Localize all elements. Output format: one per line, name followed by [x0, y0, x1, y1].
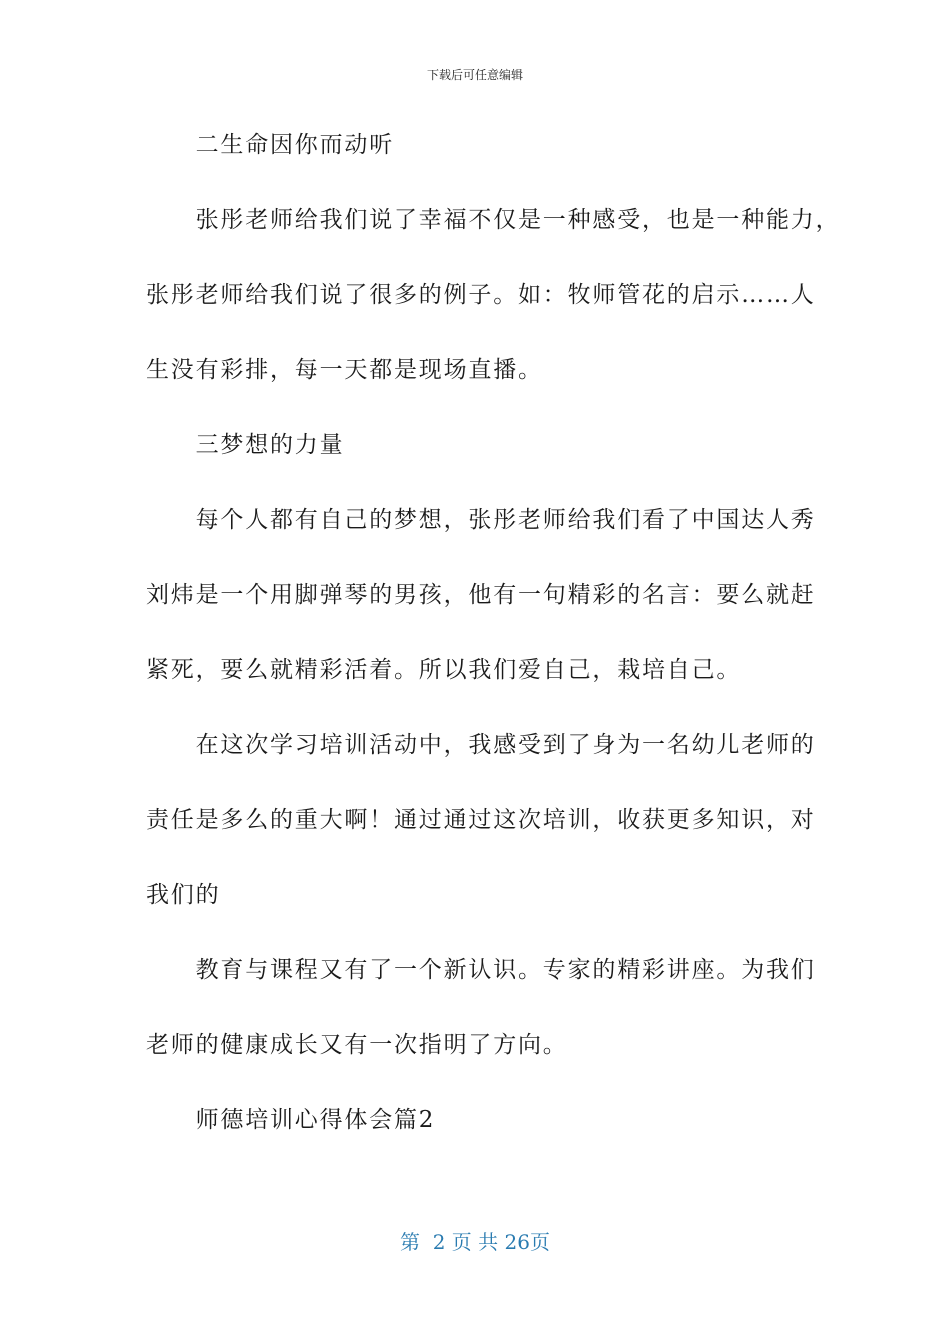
text-line: 三梦想的力量: [146, 432, 345, 458]
text-line: 刘炜是一个用脚弹琴的男孩，他有一句精彩的名言：要么就赶: [146, 582, 816, 608]
text-line: 责任是多么的重大啊！通过通过这次培训，收获更多知识，对: [146, 807, 816, 833]
text-line: 二生命因你而动听: [146, 132, 394, 158]
text-line: 师德培训心得体会篇2: [146, 1107, 436, 1133]
text-line: 生没有彩排，每一天都是现场直播。: [146, 357, 543, 383]
text-line: 张彤老师给我们说了幸福不仅是一种感受，也是一种能力，: [146, 207, 841, 233]
text-line: 在这次学习培训活动中，我感受到了身为一名幼儿老师的: [146, 732, 816, 758]
text-line: 老师的健康成长又有一次指明了方向。: [146, 1032, 568, 1058]
text-line: 每个人都有自己的梦想，张彤老师给我们看了中国达人秀: [146, 507, 816, 533]
text-line: 紧死，要么就精彩活着。所以我们爱自己，栽培自己。: [146, 657, 742, 683]
header-note: 下载后可任意编辑: [426, 68, 523, 82]
text-line: 张彤老师给我们说了很多的例子。如：牧师管花的启示……人: [146, 282, 816, 308]
text-line: 我们的: [146, 882, 221, 908]
page-number: 第 2 页 共 26页: [400, 1230, 550, 1254]
text-line: 教育与课程又有了一个新认识。专家的精彩讲座。为我们: [146, 957, 816, 983]
